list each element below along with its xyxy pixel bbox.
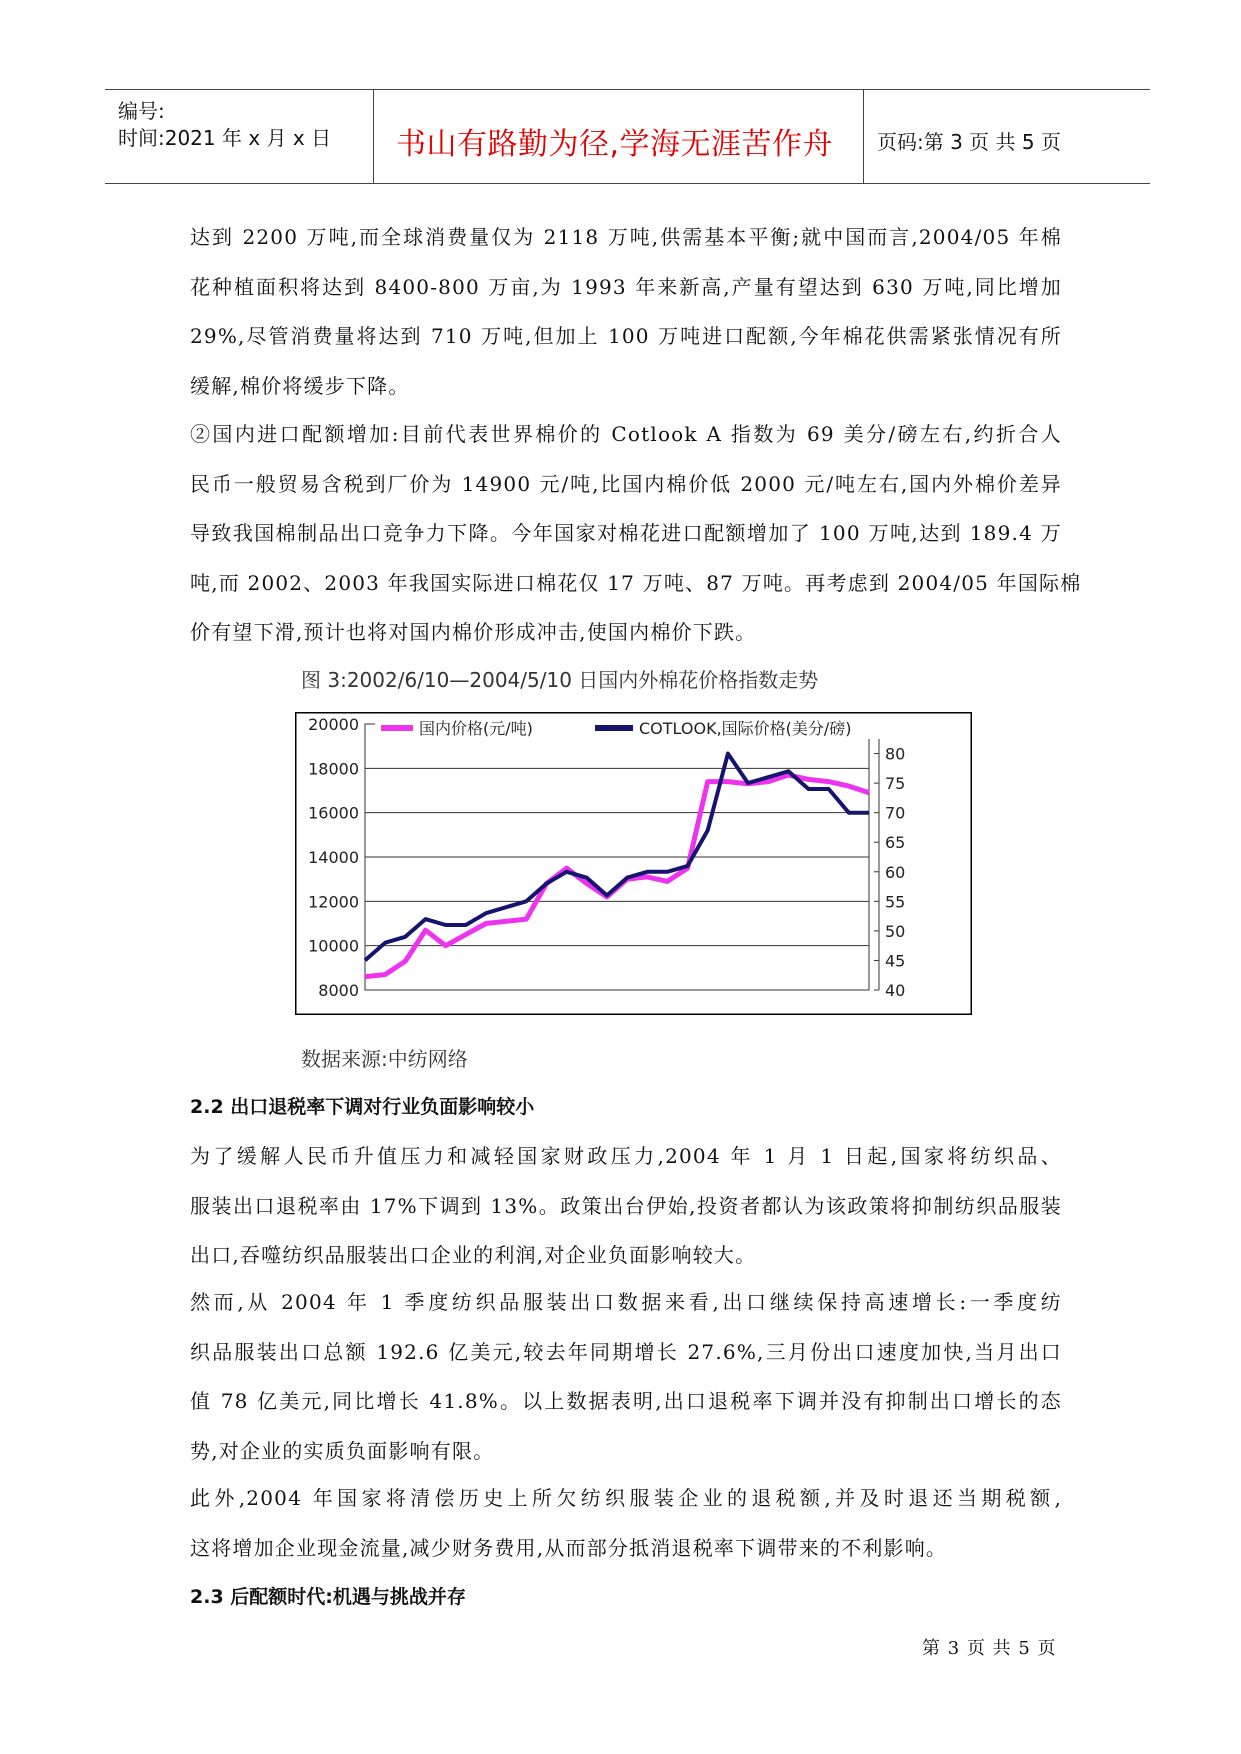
figure-caption: 图 3:2002/6/10—2004/5/10 日国内外棉花价格指数走势 <box>301 668 819 692</box>
text-line: 吨,而 2002、2003 年我国实际进口棉花仅 17 万吨、87 万吨。再考虑到 2004/05 年国际棉 <box>190 570 1082 595</box>
left-tick-label: 18000 <box>308 759 359 779</box>
header-number-label: 编号: <box>118 99 165 123</box>
cotton-price-chart <box>295 712 972 1015</box>
legend-label-domestic: 国内价格(元/吨) <box>419 719 533 738</box>
text-line: 缓解,棉价将缓步下降。 <box>190 373 410 398</box>
right-tick-label: 65 <box>885 833 906 853</box>
paragraph-refund <box>190 1474 1062 1573</box>
right-tick-label: 80 <box>885 744 906 764</box>
header-bottom-rule <box>105 183 1150 184</box>
text-line: 服装出口退税率由 17%下调到 13%。政策出台伊始,投资者都认为该政策将抑制纺织品服装 <box>190 1193 1062 1218</box>
header-divider-left <box>373 90 374 184</box>
right-tick-label: 50 <box>885 921 906 941</box>
text-line: 为了缓解人民币升值压力和减轻国家财政压力,2004 年 1 月 1 日起,国家将纺织品、 <box>190 1144 1062 1168</box>
left-tick-label: 10000 <box>308 936 359 956</box>
paragraph-import-quota <box>190 410 1082 658</box>
text-line: 花种植面积将达到 8400-800 万亩,为 1993 年来新高,产量有望达到 630 万吨,同比增加 <box>190 274 1062 299</box>
text-line: 织品服装出口总额 192.6 亿美元,较去年同期增长 27.6%,三月份出口速度加快,当月出口 <box>190 1339 1062 1364</box>
left-tick-label: 16000 <box>308 803 359 823</box>
paragraph-tax-rebate <box>190 1132 1062 1281</box>
text-line: 29%,尽管消费量将达到 710 万吨,但加上 100 万吨进口配额,今年棉花供需紧张情况有所 <box>190 324 1062 348</box>
footer-page-number: 第 3 页 共 5 页 <box>922 1638 1057 1659</box>
header-time-label: 时间:2021 年 x 月 x 日 <box>118 126 332 150</box>
section-heading-2-3: 2.3 后配额时代:机遇与挑战并存 <box>190 1586 466 1608</box>
right-tick-label: 75 <box>885 774 906 794</box>
text-line: 民币一般贸易含税到厂价为 14900 元/吨,比国内棉价低 2000 元/吨左右,国内外棉价差异 <box>190 471 1062 496</box>
legend <box>375 717 905 739</box>
text-line: 价有望下滑,预计也将对国内棉价形成冲击,使国内棉价下跌。 <box>190 620 757 644</box>
text-line: 这将增加企业现金流量,减少财务费用,从而部分抵消退税率下调带来的不利影响。 <box>190 1535 948 1560</box>
text-line: 此外,2004 年国家将清偿历史上所欠纺织服装企业的退税额,并及时退还当期税额, <box>190 1486 1062 1510</box>
right-tick-label: 45 <box>885 951 906 971</box>
header-divider-right <box>863 90 864 184</box>
paragraph-supply-demand <box>190 213 1062 411</box>
left-tick-label: 12000 <box>308 892 359 912</box>
text-line: 导致我国棉制品出口竞争力下降。今年国家对棉花进口配额增加了 100 万吨,达到 189.4 万 <box>190 521 1062 545</box>
left-tick-label: 14000 <box>308 848 359 867</box>
text-line: 达到 2200 万吨,而全球消费量仅为 2118 万吨,供需基本平衡;就中国而言,2004/05 年棉 <box>190 225 1062 249</box>
right-tick-label: 55 <box>885 892 906 912</box>
header-top-rule <box>105 89 1150 90</box>
header-motto: 书山有路勤为径,学海无涯苦作舟 <box>396 127 834 162</box>
header-page-label: 页码:第 3 页 共 5 页 <box>877 130 1061 154</box>
legend-label-cotlook: COTLOOK,国际价格(美分/磅) <box>639 719 852 738</box>
left-tick-label: 8000 <box>318 981 359 1000</box>
figure-source: 数据来源:中纺网络 <box>301 1047 468 1071</box>
right-tick-label: 70 <box>885 803 906 823</box>
text-line: 出口,吞噬纺织品服装出口企业的利润,对企业负面影响较大。 <box>190 1243 757 1267</box>
section-heading-2-2: 2.2 出口退税率下调对行业负面影响较小 <box>190 1096 535 1118</box>
text-line: 势,对企业的实质负面影响有限。 <box>190 1438 495 1463</box>
paragraph-export-data <box>190 1278 1062 1476</box>
left-tick-label: 20000 <box>308 715 359 734</box>
right-tick-label: 60 <box>885 862 906 882</box>
text-line: 然而,从 2004 年 1 季度纺织品服装出口数据来看,出口继续保持高速增长:一季度纺 <box>190 1290 1062 1314</box>
text-line: ②国内进口配额增加:目前代表世界棉价的 Cotlook A 指数为 69 美分/磅左右,约折合人 <box>190 422 1062 446</box>
right-tick-label: 40 <box>885 981 906 1000</box>
text-line: 值 78 亿美元,同比增长 41.8%。以上数据表明,出口退税率下调并没有抑制出口增长的态 <box>190 1389 1062 1413</box>
